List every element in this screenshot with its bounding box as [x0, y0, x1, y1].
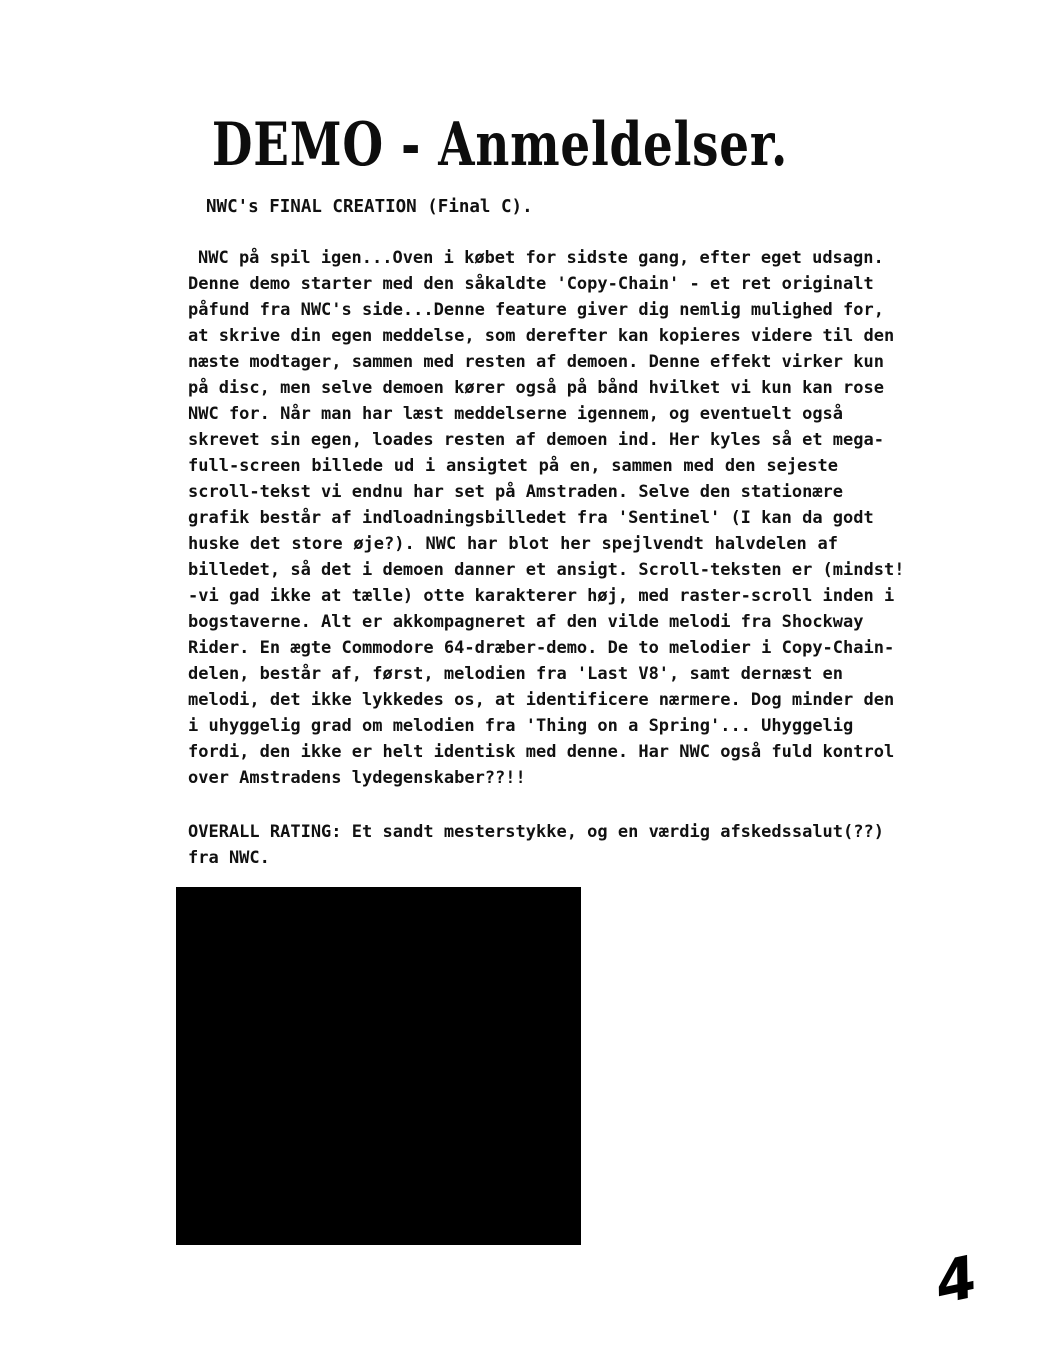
body-line: full-screen billede ud i ansigtet på en, sammen med den sejeste: [188, 456, 838, 476]
body-line: næste modtager, sammen med resten af demoen. Denne effekt virker kun: [188, 352, 884, 372]
body-line: på disc, men selve demoen kører også på bånd hvilket vi kun kan rose: [188, 378, 884, 398]
rating-line: OVERALL RATING: Et sandt mesterstykke, og en værdig afskedssalut(??): [188, 822, 884, 842]
body-line: Rider. En ægte Commodore 64-dræber-demo. De to melodier i Copy-Chain-: [188, 638, 895, 658]
body-line: NWC for. Når man har læst meddelserne igennem, og eventuelt også: [188, 404, 844, 424]
body-line: grafik består af indloadningsbilledet fra 'Sentinel' (I kan da godt: [188, 508, 874, 528]
body-line: -vi gad ikke at tælle) otte karakterer høj, med raster-scroll inden i: [188, 586, 895, 606]
overall-rating: [188, 819, 884, 871]
body-line: huske det store øje?). NWC har blot her spejlvendt halvdelen af: [188, 534, 838, 554]
body-line: skrevet sin egen, loades resten af demoen ind. Her kyles så et mega-: [188, 430, 884, 450]
body-line: bogstaverne. Alt er akkompagneret af den vilde melodi fra Shockway: [188, 612, 864, 632]
body-line: påfund fra NWC's side...Denne feature giver dig nemlig mulighed for,: [188, 300, 884, 320]
body-line: i uhyggelig grad om melodien fra 'Thing on a Spring'... Uhyggelig: [188, 716, 854, 736]
page-number: 4: [929, 1242, 983, 1318]
page-title: DEMO - Anmeldelser.: [211, 110, 789, 181]
body-line: billedet, så det i demoen danner et ansigt. Scroll-teksten er (mindst!: [188, 560, 905, 580]
review-body: [188, 245, 905, 791]
body-line: melodi, det ikke lykkedes os, at identificere nærmere. Dog minder den: [188, 690, 895, 710]
body-line: over Amstradens lydegenskaber??!!: [188, 768, 526, 788]
body-line: fordi, den ikke er helt identisk med denne. Har NWC også fuld kontrol: [188, 742, 895, 762]
rating-line: fra NWC.: [188, 848, 270, 868]
body-line: at skrive din egen meddelse, som derefter kan kopieres videre til den: [188, 326, 895, 346]
body-line: scroll-tekst vi endnu har set på Amstraden. Selve den stationære: [188, 482, 844, 502]
body-line: NWC på spil igen...Oven i købet for sidste gang, efter eget udsagn.: [198, 248, 884, 268]
body-line: Denne demo starter med den såkaldte 'Copy-Chain' - et ret originalt: [188, 274, 874, 294]
body-line: delen, består af, først, melodien fra 'Last V8', samt dernæst en: [188, 664, 844, 684]
review-heading: NWC's FINAL CREATION (Final C).: [206, 197, 533, 217]
screenshot-image-placeholder: [176, 887, 581, 1245]
